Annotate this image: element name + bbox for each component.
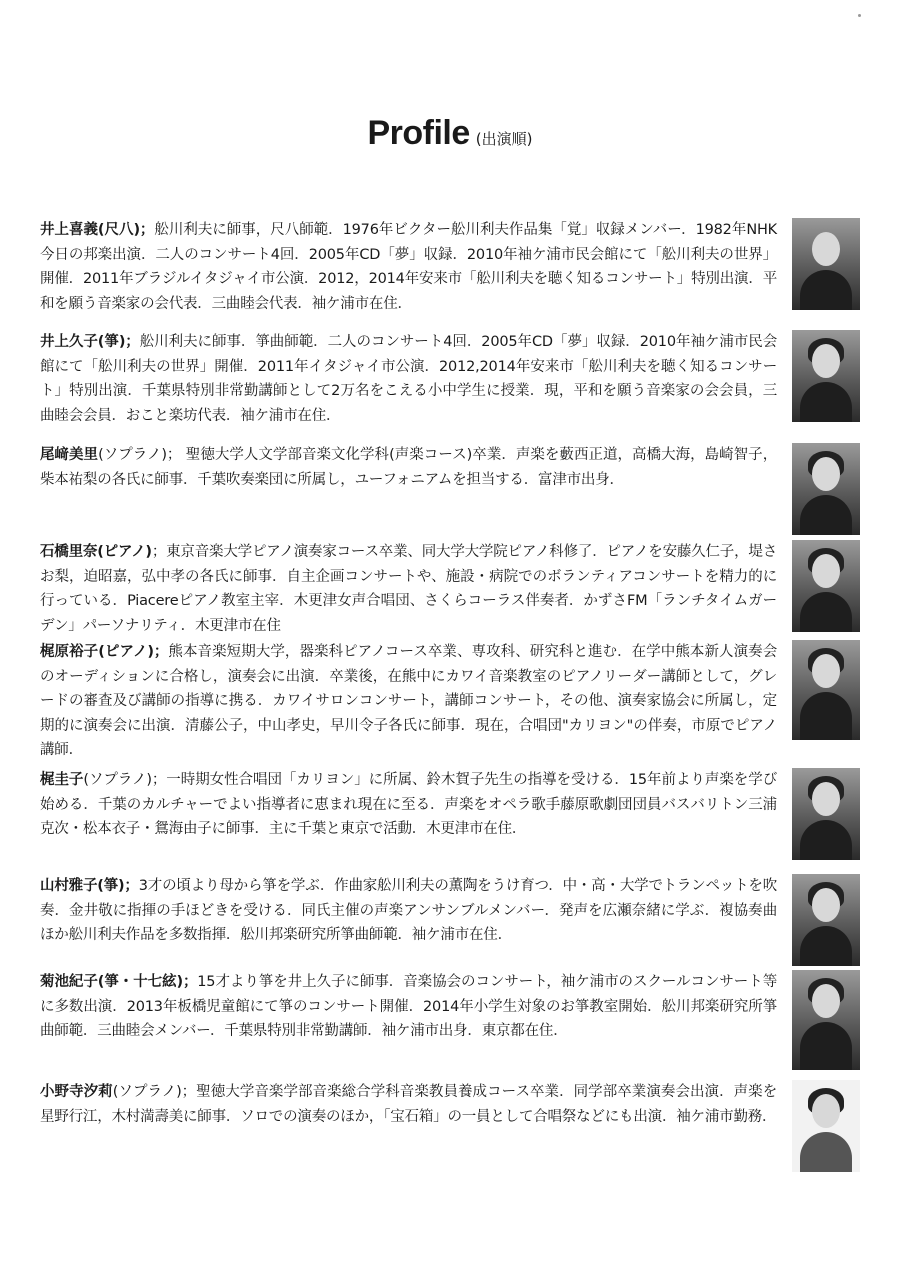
profile-text — [40, 218, 777, 316]
profile-name: 小野寺汐莉 — [40, 1084, 113, 1100]
profile-text — [40, 443, 777, 492]
profile-name: 菊池紀子(箏・十七絃)； — [40, 974, 198, 990]
profile-entry — [40, 640, 900, 758]
profile-text — [40, 970, 777, 1044]
portrait-photo — [792, 540, 860, 632]
profile-name: 石橋里奈(ピアノ) — [40, 544, 152, 560]
profile-entry — [40, 540, 900, 650]
profile-name: 梶原裕子(ピアノ)； — [40, 644, 169, 660]
profile-entry — [40, 768, 900, 878]
portrait-photo — [792, 1080, 860, 1172]
profile-entry — [40, 1080, 900, 1190]
profile-text — [40, 640, 777, 763]
portrait-photo — [792, 970, 860, 1070]
profile-entry — [40, 874, 900, 984]
profile-body: 舩川利夫に師事，尺八師範．1976年ビクター舩川利夫作品集「覚」収録メンバー．1982年NHK今日の邦楽出演．二人のコンサート4回．2005年CD「夢」収録．2010年袖ケ浦市民会館にて「舩川利夫の世界」開催．2011年ブラジルイタジャイ市公演．2012，2014年安来市「舩川利夫を聴く知るコンサート」特別出演．平和を願う音楽家の会代表．三曲睦会代表．袖ケ浦市在住． — [40, 222, 777, 312]
profile-name: 井上喜義(尺八)； — [40, 222, 155, 238]
profile-name: 山村雅子(箏)； — [40, 878, 139, 894]
profile-body: (ソプラノ)；一時期女性合唱団「カリヨン」に所属、鈴木賀子先生の指導を受ける．15年前より声楽を学び始める．千葉のカルチャーでよい指導者に恵まれ現在に至る．声楽をオペラ歌手藤原歌劇団団員バスバリトン三浦克次・松本衣子・鴛海由子に師事．主に千葉と東京で活動．木更津市在住． — [40, 772, 778, 837]
profile-text — [40, 1080, 777, 1129]
portrait-photo — [792, 330, 860, 422]
profile-entry — [40, 443, 900, 553]
profile-text — [40, 540, 777, 638]
scan-speck — [858, 14, 861, 17]
profile-body: 熊本音楽短期大学，器楽科ピアノコース卒業、専攻科、研究科と進む．在学中熊本新人演奏会のオーディションに合格し，演奏会に出演．卒業後，在熊中にカワイ音楽教室のピアノリーダー講師として，グレードの審査及び講師の指導に携る．カワイサロンコンサート，講師コンサート，その他、演奏家協会に所属し，定期的に演奏会に出演．清藤公子，中山孝史，早川令子各氏に師事．現在，合唱団"カリヨン"の伴奏，市原でピアノ講師． — [40, 644, 777, 758]
profile-body: ；東京音楽大学ピアノ演奏家コース卒業、同大学大学院ピアノ科修了．ピアノを安藤久仁子，堤さお梨，迫昭嘉，弘中孝の各氏に師事．自主企画コンサートや、施設・病院でのボランティアコンサートを精力的に行っている．Piacereピアノ教室主宰．木更津女声合唱団、さくらコーラス伴奏者．かずさFM「ランチタイムガーデン」パーソナリティ．木更津市在住 — [40, 544, 777, 634]
profile-text — [40, 330, 777, 428]
portrait-photo — [792, 218, 860, 310]
portrait-photo — [792, 874, 860, 966]
profile-entry — [40, 330, 900, 440]
title-sub: (出演順) — [475, 130, 533, 148]
profile-body: 舩川利夫に師事．箏曲師範．二人のコンサート4回．2005年CD「夢」収録．2010年袖ケ浦市民会館にて「舩川利夫の世界」開催．2011年イタジャイ市公演．2012,2014年安来市「舩川利夫を聴く知るコンサート」特別出演．千葉県特別非常勤講師として2万名をこえる小中学生に授業．現，平和を願う音楽家の会会員，三曲睦会会員．おこと楽坊代表．袖ケ浦市在住． — [40, 334, 778, 424]
profile-name: 尾﨑美里 — [40, 447, 99, 463]
portrait-photo — [792, 640, 860, 740]
profile-body: (ソプラノ)； 聖徳大学人文学部音楽文化学科(声楽コース)卒業．声楽を藪西正道，高橋大海，島崎智子，柴本祐梨の各氏に師事．千葉吹奏楽団に所属し，ユーフォニアムを担当する．富津市出身． — [40, 447, 778, 488]
profile-entry — [40, 218, 900, 328]
profile-body: 3才の頃より母から箏を学ぶ．作曲家舩川利夫の薫陶をうけ育つ．中・高・大学でトランペットを吹奏．金井敬に指揮の手ほどきを受ける．同氏主催の声楽アンサンブルメンバー．発声を広瀬奈緒に学ぶ．複協奏曲ほか舩川利夫作品を多数指揮．舩川邦楽研究所箏曲師範．袖ケ浦市在住． — [40, 878, 777, 943]
profile-name: 井上久子(箏)； — [40, 334, 140, 350]
page-title — [0, 114, 900, 153]
portrait-photo — [792, 768, 860, 860]
profile-body: 15才より箏を井上久子に師事．音楽協会のコンサート，袖ケ浦市のスクールコンサート等に多数出演．2013年板橋児童館にて箏のコンサート開催．2014年小学生対象のお箏教室開始．舩川邦楽研究所箏曲師範．三曲睦会メンバー．千葉県特別非常勤講師．袖ケ浦市出身．東京都在住． — [40, 974, 777, 1039]
title-main: Profile — [367, 114, 470, 152]
profile-body: (ソプラノ)；聖徳大学音楽学部音楽総合学科音楽教員養成コース卒業．同学部卒業演奏会出演．声楽を星野行江，木村満壽美に師事．ソロでの演奏のほか，「宝石箱」の一員として合唱祭などにも出演．袖ケ浦市勤務． — [40, 1084, 778, 1125]
profile-name: 梶圭子 — [40, 772, 84, 788]
profile-text — [40, 768, 777, 842]
profile-text — [40, 874, 777, 948]
portrait-photo — [792, 443, 860, 535]
profile-entry — [40, 970, 900, 1080]
